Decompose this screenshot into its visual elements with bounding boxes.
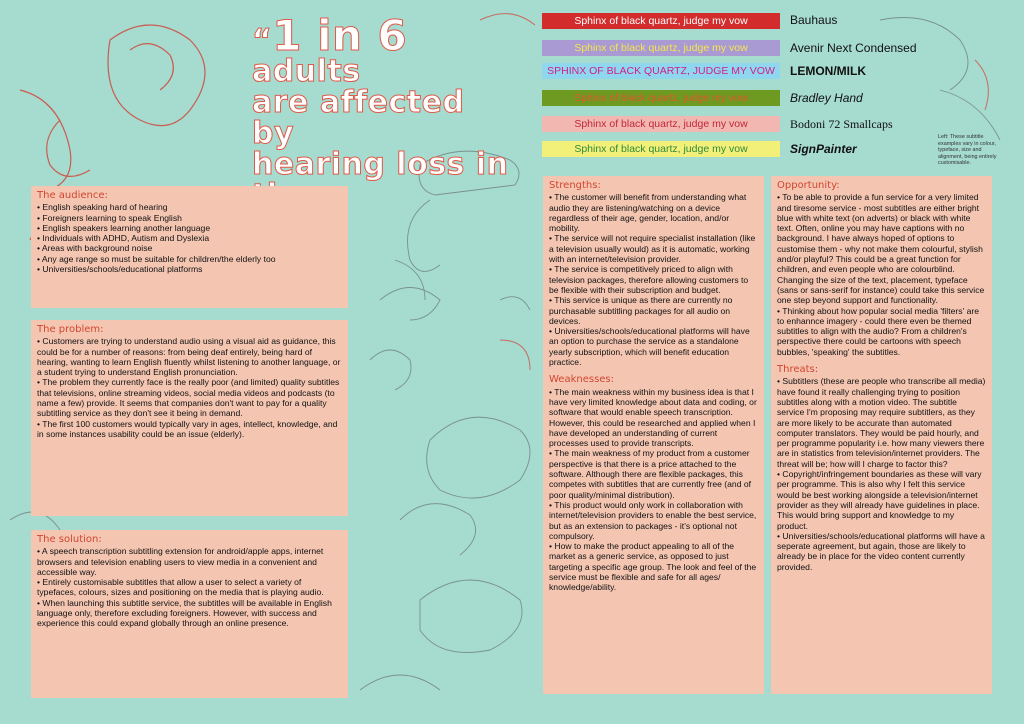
- list-item: • Individuals with ADHD, Autism and Dyslexia: [37, 233, 342, 243]
- subtitle-sample-avenir: Sphinx of black quartz, judge my vow: [542, 40, 780, 56]
- strengths-heading: Strengths:: [549, 180, 601, 191]
- headline-line1: adults: [252, 54, 361, 89]
- problem-heading: The problem:: [37, 324, 104, 335]
- list-item: • English speaking hard of hearing: [37, 202, 342, 212]
- subtitle-sample-bradley-hand: Sphinx of black quartz, judge my vow: [542, 90, 780, 106]
- headline-number: 1 in 6: [272, 11, 408, 60]
- audience-heading: The audience:: [37, 190, 108, 201]
- audience-list: [37, 202, 342, 274]
- font-name-bodoni: Bodoni 72 Smallcaps: [790, 117, 893, 131]
- list-item: • A speech transcription subtitling extension for android/apple apps, internet browsers and television enabling users to view media in a convenient and accessible way.: [37, 546, 342, 577]
- list-item: • The main weakness within my business idea is that I have very limited knowledge about data and coding, or software that would enable speech transcription. However, this could be researched and applied when I have developed an understanding of current processes used to provide transcripts.: [549, 387, 758, 449]
- list-item: • Universities/schools/educational platforms will have a seperate agreement, but again, those are likely to already be in place for the video content currently provided.: [777, 531, 986, 572]
- weaknesses-heading: Weaknesses:: [549, 374, 615, 386]
- list-item: • The customer will benefit from understanding what audio they are listening/watching on a device regardless of their age, gender, location, and/or mobility.: [549, 192, 758, 233]
- opportunity-heading: Opportunity:: [777, 180, 840, 191]
- strengths-weaknesses-panel: [543, 176, 764, 694]
- list-item: • The main weakness of my product from a customer perspective is that there is a price attached to the software. Although there are flexible packages, this competes with subtitles that are currently free (and of poor quality/minimal distribution).: [549, 448, 758, 499]
- problem-panel: [31, 320, 348, 516]
- threats-heading: Threats:: [777, 364, 819, 376]
- list-item: • English speakers learning another language: [37, 223, 342, 233]
- list-item: • This product would only work in collaboration with internet/television providers to enable the best service, but as an extension to packages - it's optional not compulsory.: [549, 500, 758, 541]
- font-name-avenir: Avenir Next Condensed: [790, 41, 917, 55]
- open-quote-mark: “: [252, 23, 273, 58]
- font-name-bradley-hand: Bradley Hand: [790, 91, 863, 105]
- list-item: • Customers are trying to understand audio using a visual aid as guidance, this could be for a number of reasons: from being deaf entirely, being hard of hearing, wanting to learn English fluently whilst listening to another language, or a student trying to understand English pronunciation.: [37, 336, 342, 377]
- list-item: • Entirely customisable subtitles that allow a user to select a variety of typefaces, colours, sizes and positioning on the media that is playing audio.: [37, 577, 342, 598]
- list-item: • Copyright/infringement boundaries as these will vary per programme. This is also why I felt this service would be best working alongside a television/internet provider as they will already have guidelines in place. This would bring support and knowledge to my product.: [777, 469, 986, 531]
- opportunity-list: [777, 192, 986, 357]
- headline-line3: hearing loss in: [252, 147, 509, 182]
- list-item: • The problem they currently face is the really poor (and limited) quality subtitles that televisions, online streaming videos, social media videos and podcasts (to name a few) provide. It seems that companies don't want to pay for a quality subtitling service as they don't see it being in demand.: [37, 377, 342, 418]
- strengths-list: [549, 192, 758, 367]
- solution-list: [37, 546, 342, 628]
- list-item: • When launching this subtitle service, the subtitles will be available in English language only, therefore excluding foreigners. However, with success and experience this could expand globally through an online presence.: [37, 598, 342, 629]
- font-name-signpainter: SignPainter: [790, 142, 857, 156]
- list-item: • How to make the product appealing to all of the market as a generic service, as opposed to just targeting a specific age group. The look and feel of the service must be flexible and safe for all ages/ knowledge/ability.: [549, 541, 758, 592]
- subtitle-sample-lemon-milk: SPHINX OF BLACK QUARTZ, JUDGE MY VOW: [542, 63, 780, 79]
- list-item: • Subtitlers (these are people who transcribe all media) have found it really challenging trying to position subtitles along with a motion video. The subtitle service I'm proposing may require subtitlers, as they are more likely to be accurate than automated computer translators. They would be paid hourly, and per programme popularity i.e. how many viewers there are in statistics from television/internet providers. The threat will be; how will I charge to factor this?: [777, 376, 986, 469]
- solution-heading: The solution:: [37, 534, 102, 545]
- list-item: • Universities/schools/educational platforms will have an option to purchase the service as a standalone yearly subscription, which will benefit education practice.: [549, 326, 758, 367]
- weaknesses-list: [549, 387, 758, 593]
- list-item: • Foreigners learning to speak English: [37, 213, 342, 223]
- subtitle-sample-bodoni: Sphinx of black quartz, judge my vow: [542, 116, 780, 132]
- list-item: • Universities/schools/educational platforms: [37, 264, 342, 274]
- opportunity-threats-panel: [771, 176, 992, 694]
- list-item: • The service is competitively priced to align with television packages, therefore allowing customers to be flexible with their subscription and budget.: [549, 264, 758, 295]
- samples-caption: Left: These subtitle examples vary in colour, typeface, size and alignment, being entirely customisable.: [938, 134, 997, 167]
- list-item: • Thinking about how popular social media 'filters' are to enhannce imagery - could there even be themed subtitles to align with the audio? From a children's perspective there could be cartoons with speech bubbles, 'speaking' the subtitles.: [777, 306, 986, 357]
- list-item: • This service is unique as there are currently no purchasable subtitling packages for all audio on devices.: [549, 295, 758, 326]
- list-item: • The first 100 customers would typically vary in ages, intellect, knowledge, and in some instances usability could be an issue (elderly).: [37, 419, 342, 440]
- problem-list: [37, 336, 342, 439]
- list-item: • Areas with background noise: [37, 243, 342, 253]
- audience-panel: [31, 186, 348, 308]
- subtitle-sample-signpainter: Sphinx of black quartz, judge my vow: [542, 141, 780, 157]
- solution-panel: [31, 530, 348, 698]
- list-item: • Any age range so must be suitable for children/the elderly too: [37, 254, 342, 264]
- list-item: • The service will not require specialist installation (like a television usually would) as it is automatic, working with an internet/television provider.: [549, 233, 758, 264]
- subtitle-sample-bauhaus: Sphinx of black quartz, judge my vow: [542, 13, 780, 29]
- list-item: • To be able to provide a fun service for a very limited and tiresome service - most subtitles are either bright blue with white text (on adverts) or black with white text. Often, online you may have captions with no background. I have always hoped of options to customise them - why not make them colourful, stylish and/or playful? This could be a great function for children, and even people who are colourblind. Changing the size of the text, placement, typeface (sans or sans-serif for instance) could take this service one step beyond support and functionality.: [777, 192, 986, 305]
- font-name-lemon-milk: LEMON/MILK: [790, 64, 866, 78]
- threats-list: [777, 376, 986, 572]
- headline-line2: are affected by: [252, 85, 465, 151]
- font-name-bauhaus: Bauhaus: [790, 13, 838, 27]
